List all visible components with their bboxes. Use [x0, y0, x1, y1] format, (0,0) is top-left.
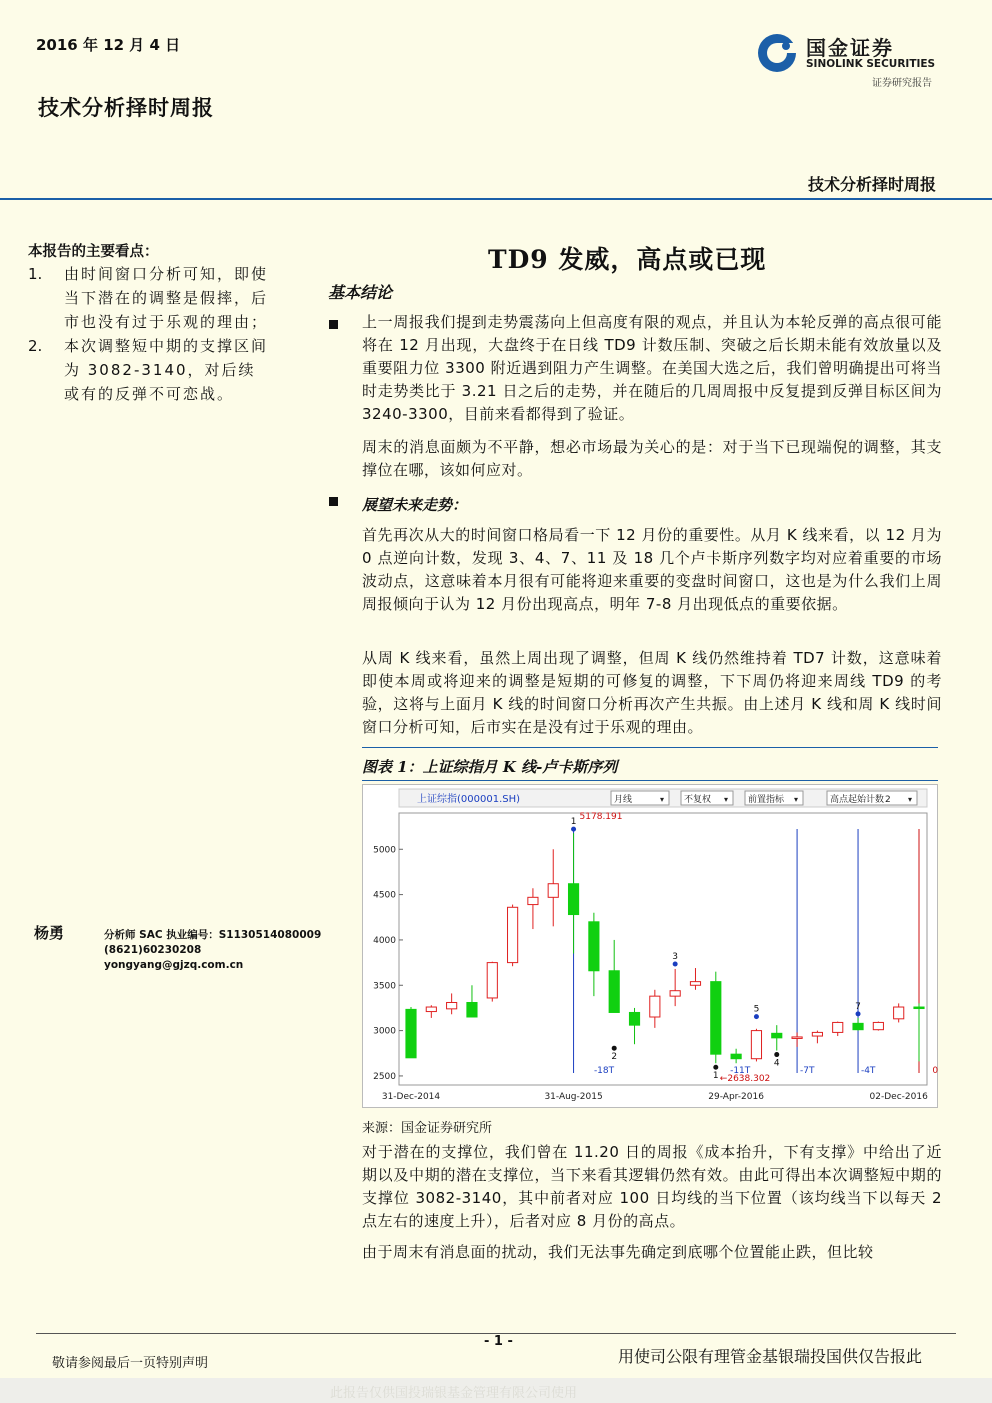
key-point	[28, 334, 268, 406]
key-point	[28, 262, 268, 334]
candlestick-chart	[362, 784, 938, 1108]
candle-body	[609, 971, 619, 1013]
paragraph: 首先再次从大的时间窗口格局看一下 12 月份的重要性。从月 K 线来看，以 12 月为 0 点逆向计数，发现 3、4、7、11 及 18 几个卢卡斯序列数字均对应着重要的市场波动点，这意味着本月很有可能将迎来重要的变盘时间窗口，这也是为什么我们上周周报倾向于认为 12 月份出现高点，明年 7-8 月出现低点的重要依据。	[362, 526, 942, 613]
candle-body	[873, 1022, 883, 1029]
td-count-marker	[754, 1014, 759, 1019]
td-count-marker	[571, 827, 576, 832]
header-divider	[0, 198, 992, 200]
lucas-count-label: -7T	[799, 1066, 815, 1076]
td-count-marker	[774, 1052, 779, 1057]
td-count-marker	[713, 1065, 718, 1070]
section-heading-outlook: 展望未来走势：	[362, 496, 468, 514]
chart-dropdown-label: 前置指标	[748, 795, 785, 805]
price-extreme-label: 5178.191	[579, 812, 623, 823]
figure-title: 图表 1：上证综指月 K 线-卢卡斯序列	[362, 758, 618, 776]
chevron-down-icon: ▾	[794, 795, 799, 804]
y-tick-label: 3000	[373, 1026, 396, 1037]
analyst-phone: (8621)60230208	[104, 944, 202, 956]
chevron-down-icon: ▾	[660, 795, 665, 804]
y-tick-label: 4000	[373, 935, 396, 946]
td-count-label: 7	[855, 1001, 861, 1012]
key-point-number: 1.	[28, 265, 43, 283]
candle-body	[589, 922, 599, 971]
analyst-name: 杨勇	[34, 924, 65, 942]
candle-body	[853, 1023, 863, 1029]
chart-instrument-label: 上证综指(000001.SH)	[417, 794, 521, 805]
td-count-marker	[856, 1011, 861, 1016]
candle-body	[812, 1032, 822, 1036]
running-title: 技术分析择时周报	[807, 175, 936, 194]
lucas-count-label: 0	[932, 1066, 939, 1076]
figure-title-rule	[362, 780, 938, 781]
paragraph: 由于周末有消息面的扰动，我们无法事先确定到底哪个位置能止跌，但比较	[362, 1243, 874, 1261]
candle-body	[406, 1009, 416, 1057]
key-points-list	[28, 262, 268, 406]
candle-body	[487, 963, 497, 998]
bullet-square-icon	[329, 497, 338, 506]
candle-body	[508, 907, 518, 962]
paragraph: 从周 K 线来看，虽然上周出现了调整，但周 K 线仍然维持着 TD7 计数，这意味着即使本周或将迎来的调整是短期的可修复的调整，下下周仍将迎来周线 TD9 的考验，这将与上面月 K 线的时间窗口分析再次产生共振。由上述月 K 线和周 K 线时间窗口分析可知，后市实在是没有过于乐观的理由。	[362, 649, 942, 736]
x-tick-label: 31-Dec-2014	[381, 1092, 441, 1102]
report-date: 2016 年 12 月 4 日	[36, 36, 181, 54]
y-tick-label: 2500	[373, 1071, 396, 1082]
x-tick-label: 29-Apr-2016	[708, 1092, 764, 1102]
td-count-label: 5	[753, 1004, 760, 1015]
report-type: 技术分析择时周报	[38, 95, 214, 120]
paragraph: 对于潜在的支撑位，我们曾在 11.20 日的周报《成本抬升，下有支撑》中给出了近期以及中期的潜在支撑位，当下来看其逻辑仍然有效。由此可得出本次调整短中期的支撑位 3082-3140，其中前者对应 100 日均线的当下位置（该均线当下以每天 2 点左右的速度上升），后者对应 8 月份的高点。	[362, 1143, 942, 1230]
candle-body	[426, 1007, 436, 1012]
td-count-label: 1	[570, 817, 577, 828]
key-point-number: 2.	[28, 337, 43, 355]
bullet-square-icon	[329, 320, 338, 329]
disclaimer-notice: 敬请参阅最后一页特别声明	[52, 1356, 209, 1371]
candle-body	[751, 1031, 761, 1059]
y-tick-label: 5000	[373, 845, 396, 856]
candle-body	[690, 982, 700, 986]
footer-mirrored-text: 用使司公限有理管金基银瑞投国供仅告报此	[618, 1347, 923, 1366]
x-tick-label: 02-Dec-2016	[869, 1092, 928, 1102]
footer-watermark: 此报告仅供国投瑞银基金管理有限公司使用	[330, 1386, 578, 1401]
candle-body	[670, 991, 680, 996]
key-points-title: 本报告的主要看点：	[28, 243, 159, 260]
candle-body	[650, 996, 660, 1017]
candle-body	[833, 1022, 843, 1032]
candle-body	[568, 884, 578, 915]
candle-body	[629, 1012, 639, 1025]
lucas-count-label: -11T	[730, 1066, 751, 1076]
candle-body	[731, 1054, 741, 1059]
sinolink-logo-icon	[756, 32, 798, 74]
td-count-label: 2	[611, 1052, 618, 1063]
x-tick-label: 31-Aug-2015	[544, 1092, 603, 1102]
candle-body	[914, 1007, 924, 1009]
y-tick-label: 4500	[373, 890, 396, 901]
company-logo	[756, 30, 946, 90]
page-number: - 1 -	[484, 1334, 513, 1349]
price-extreme-label: ←2638.302	[719, 1074, 771, 1084]
chart-svg	[363, 785, 937, 1107]
td-count-label: 4	[773, 1058, 780, 1069]
chevron-down-icon: ▾	[908, 795, 913, 804]
analyst-info	[104, 928, 321, 973]
report-title: TD9 发威，高点或已现	[488, 245, 767, 274]
chart-dropdown-label: 月线	[614, 795, 633, 805]
candle-body	[711, 982, 721, 1055]
logo-subtitle: 证券研究报告	[872, 78, 932, 89]
lucas-count-label: -4T	[860, 1066, 876, 1076]
chart-dropdown-label: 不复权	[684, 795, 712, 805]
y-tick-label: 3500	[373, 981, 396, 992]
td-count-label: 3	[672, 952, 679, 963]
logo-cn-text: 国金证券	[806, 36, 894, 60]
lucas-count-label: -18T	[593, 1066, 615, 1076]
td-count-marker	[612, 1046, 617, 1051]
figure-top-rule	[362, 747, 938, 748]
logo-en-text: SINOLINK SECURITIES	[806, 58, 936, 70]
paragraph: 上一周报我们提到走势震荡向上但高度有限的观点，并且认为本轮反弹的高点很可能将在 12 月出现，大盘终于在日线 TD9 计数压制、突破之后长期未能有效放量以及重要阻力位 3300 附近遇到阻力产生调整。在美国大选之后，我们曾明确提出可将当时走势类比于 3.21 日之后的走势，并在随后的几周周报中反复提到反弹目标区间为 3240-3300，目前来看都得到了验证。	[362, 313, 942, 423]
chart-dropdown-value: 2	[885, 795, 891, 805]
candle-body	[772, 1033, 782, 1038]
candle-body	[548, 884, 558, 898]
candle-body	[467, 1002, 477, 1017]
candle-body	[792, 1037, 802, 1039]
candle-body	[528, 897, 538, 904]
candle-body	[894, 1007, 904, 1019]
chevron-down-icon: ▾	[724, 795, 729, 804]
key-point-text: 本次调整短中期的支撑区间为 3082-3140，对后续或有的反弹不可恋战。	[64, 337, 269, 403]
td-count-marker	[673, 962, 678, 967]
paragraph: 周末的消息面颇为不平静，想必市场最为关心的是：对于当下已现端倪的调整，其支撑位在哪，该如何应对。	[362, 438, 942, 479]
figure-source: 来源：国金证券研究所	[362, 1121, 493, 1136]
analyst-email[interactable]: yongyang@gjzq.com.cn	[104, 959, 244, 971]
key-point-text: 由时间窗口分析可知，即使当下潜在的调整是假摔，后市也没有过于乐观的理由；	[64, 265, 269, 331]
analyst-license: 分析师 SAC 执业编号：S1130514080009	[104, 929, 322, 941]
chart-dropdown-label: 高点起始计数	[830, 795, 885, 805]
section-heading-conclusion: 基本结论	[328, 283, 393, 302]
candle-body	[447, 1002, 457, 1008]
chart-plot-area	[399, 813, 927, 1085]
td-count-label: 1	[712, 1071, 719, 1082]
